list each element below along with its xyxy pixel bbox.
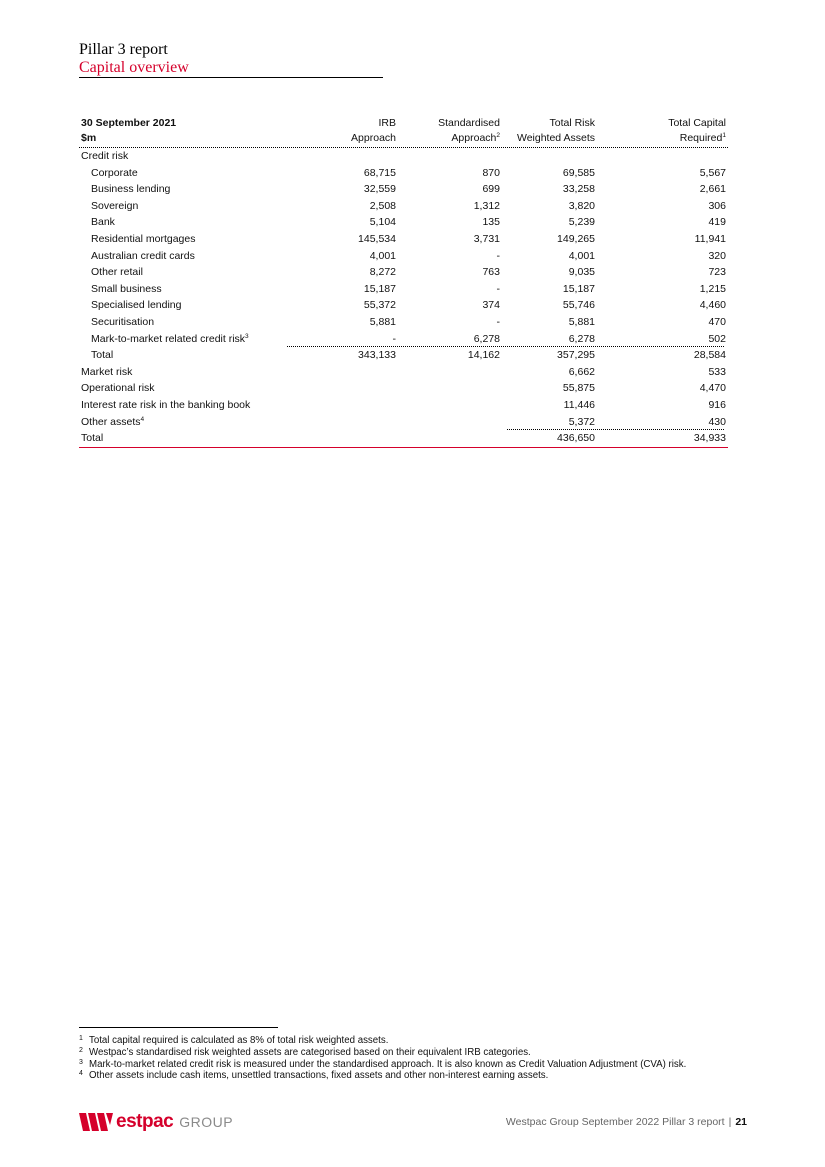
- std-value: 3,731: [473, 232, 500, 245]
- tcr-value: 419: [708, 216, 726, 229]
- std-value: 763: [482, 266, 500, 279]
- footnotes: [79, 1035, 747, 1082]
- trwa-value: 5,881: [568, 315, 595, 328]
- page-number: 21: [735, 1116, 747, 1128]
- row-label: Corporate: [91, 166, 138, 179]
- footnote-rule: [79, 1027, 278, 1028]
- irb-value: 145,534: [358, 232, 396, 245]
- trwa-value: 69,585: [562, 166, 595, 179]
- table-row: [79, 198, 728, 215]
- table-row: [79, 364, 728, 381]
- std-value: -: [496, 282, 500, 295]
- trwa-value: 55,875: [562, 382, 595, 395]
- irb-value: 5,881: [369, 315, 396, 328]
- section-credit-risk: [79, 148, 728, 165]
- footnote: 4 Other assets include cash items, unsettled transactions, fixed assets and other non-interest earning assets.: [79, 1070, 549, 1082]
- row-label: Bank: [91, 216, 115, 229]
- irb-value: 343,133: [358, 349, 396, 362]
- table-row: [79, 314, 728, 331]
- trwa-value: 33,258: [562, 183, 595, 196]
- table-header: [79, 116, 728, 148]
- footer-separator: |: [728, 1116, 732, 1128]
- irb-value: 32,559: [363, 183, 396, 196]
- tcr-value: 5,567: [699, 166, 726, 179]
- col-irb-line2: Approach: [351, 132, 396, 144]
- tcr-value: 4,470: [699, 382, 726, 395]
- trwa-value: 15,187: [562, 282, 595, 295]
- tcr-value: 2,661: [699, 183, 726, 196]
- westpac-w-icon: [79, 1113, 115, 1131]
- row-label: Securitisation: [91, 315, 155, 328]
- col-std-line1: Standardised: [438, 117, 500, 129]
- table-row: [79, 414, 728, 431]
- table-row: [79, 248, 728, 265]
- tcr-value: 470: [708, 315, 726, 328]
- tcr-value: 916: [708, 398, 726, 411]
- irb-value: 8,272: [369, 266, 396, 279]
- std-value: 1,312: [473, 199, 500, 212]
- row-label: Australian credit cards: [91, 249, 195, 262]
- tcr-value: 533: [708, 365, 726, 378]
- footnote: 3 Mark-to-market related credit risk is measured under the standardised approach. It is also known as Credit Valuation Adjustment (CVA) risk.: [79, 1058, 687, 1070]
- table-row: [79, 331, 728, 348]
- date-label: 30 September 2021: [81, 117, 177, 129]
- irb-value: 68,715: [363, 166, 396, 179]
- row-label: Residential mortgages: [91, 232, 196, 245]
- tcr-value: 34,933: [693, 432, 726, 445]
- table-row: [79, 297, 728, 314]
- row-label: Mark-to-market related credit risk$^3$: [91, 332, 249, 345]
- col-irb-line1: IRB: [378, 117, 396, 129]
- std-value: 6,278: [473, 332, 500, 345]
- row-label: Small business: [91, 282, 162, 295]
- section-label: Credit risk: [81, 150, 129, 162]
- footnote: 2 Westpac’s standardised risk weighted assets are categorised based on their equivalent IRB categories.: [79, 1046, 531, 1058]
- irb-value: 4,001: [369, 249, 396, 262]
- trwa-value: 5,372: [568, 415, 595, 428]
- std-value: -: [496, 249, 500, 262]
- tcr-value: 430: [708, 415, 726, 428]
- col-tcr-line1: Total Capital: [668, 117, 726, 129]
- logo-group-text: GROUP: [179, 1114, 234, 1130]
- table-row: [79, 397, 728, 414]
- trwa-value: 55,746: [562, 299, 595, 312]
- grand-total-row: [79, 430, 728, 448]
- trwa-value: 436,650: [557, 432, 595, 445]
- irb-value: -: [392, 332, 396, 345]
- credit-rows: [79, 165, 728, 348]
- trwa-value: 6,662: [568, 365, 595, 378]
- row-label: Sovereign: [91, 199, 139, 212]
- trwa-value: 11,446: [563, 398, 595, 411]
- irb-value: 2,508: [369, 199, 396, 212]
- tcr-value: 1,215: [699, 282, 726, 295]
- tcr-value: 723: [708, 266, 726, 279]
- table-row: [79, 264, 728, 281]
- row-label: Total: [81, 432, 104, 445]
- trwa-value: 4,001: [568, 249, 595, 262]
- tcr-value: 4,460: [699, 299, 726, 312]
- page-subtitle: Capital overview: [79, 59, 383, 78]
- table-row: [79, 281, 728, 298]
- table-row: [79, 165, 728, 182]
- page-footer: [506, 1116, 747, 1128]
- irb-value: 55,372: [363, 299, 396, 312]
- col-trwa-line1: Total Risk: [549, 117, 595, 129]
- table-row: [79, 380, 728, 397]
- logo-wordmark: estpac: [116, 1111, 174, 1132]
- trwa-value: 357,295: [557, 349, 595, 362]
- row-label: Specialised lending: [91, 299, 182, 312]
- westpac-logo: [79, 1112, 233, 1132]
- std-value: 374: [482, 299, 500, 312]
- irb-value: 15,187: [363, 282, 396, 295]
- col-tcr-line2: Required$^1$: [679, 132, 726, 144]
- credit-total-row: [79, 347, 728, 364]
- tcr-value: 502: [708, 332, 726, 345]
- tcr-value: 306: [708, 199, 726, 212]
- std-value: 135: [482, 216, 500, 229]
- std-value: 699: [482, 183, 500, 196]
- row-label: Other retail: [91, 266, 143, 279]
- footer-report-title: Westpac Group September 2022 Pillar 3 report: [505, 1116, 725, 1128]
- trwa-value: 5,239: [568, 216, 595, 229]
- row-label: Business lending: [91, 183, 171, 196]
- capital-overview-table: [79, 116, 728, 448]
- row-label: Interest rate risk in the banking book: [81, 398, 251, 411]
- row-label: Market risk: [81, 365, 133, 378]
- col-trwa-line2: Weighted Assets: [516, 132, 595, 144]
- std-value: 870: [482, 166, 500, 179]
- unit-label: $m: [81, 132, 97, 144]
- std-value: 14,162: [467, 349, 500, 362]
- page-title: Pillar 3 report: [79, 41, 168, 58]
- row-label: Total: [91, 349, 114, 362]
- tcr-value: 11,941: [694, 232, 726, 245]
- table-row: [79, 181, 728, 198]
- footnote: 1 Total capital required is calculated as 8% of total risk weighted assets.: [79, 1035, 389, 1046]
- trwa-value: 149,265: [557, 232, 595, 245]
- trwa-value: 3,820: [568, 199, 595, 212]
- table-row: [79, 214, 728, 231]
- col-std-line2: Approach$^2$: [451, 132, 500, 144]
- irb-value: 5,104: [369, 216, 396, 229]
- std-value: -: [496, 315, 500, 328]
- row-label: Operational risk: [81, 382, 155, 395]
- row-label: Other assets$^4$: [81, 415, 145, 428]
- trwa-value: 6,278: [568, 332, 595, 345]
- trwa-value: 9,035: [568, 266, 595, 279]
- tcr-value: 320: [708, 249, 726, 262]
- tcr-value: 28,584: [693, 349, 726, 362]
- table-row: [79, 231, 728, 248]
